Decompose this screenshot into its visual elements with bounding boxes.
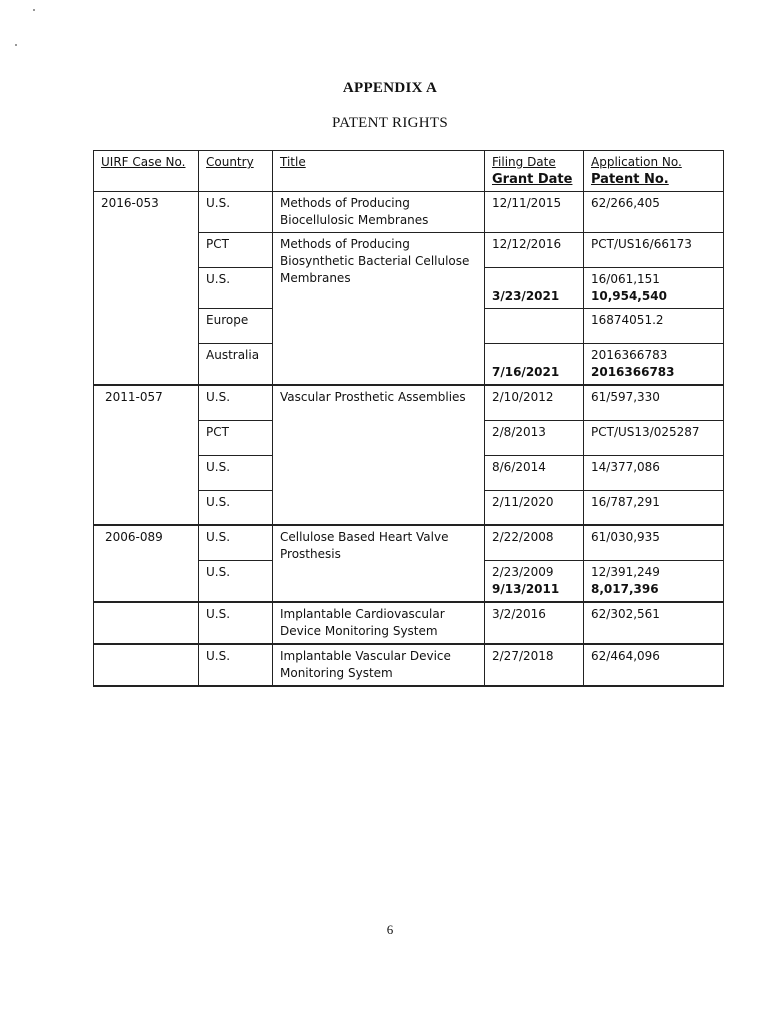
title-cell: Vascular Prosthetic Assemblies [273,385,485,525]
scan-speck [15,44,17,46]
table-header-row [94,151,724,192]
date-cell [485,344,584,386]
patent-no: 2016366783 [591,365,675,379]
patent-no: 10,954,540 [591,289,667,303]
application-no: 2016366783 [591,348,668,362]
date-cell: 2/11/2020 [485,490,584,525]
number-cell: 62/464,096 [584,644,724,686]
country-cell: U.S. [199,268,273,309]
header-case-no: UIRF Case No. [94,151,199,192]
page-subheading: PATENT RIGHTS [331,115,448,131]
table-row [94,385,724,420]
date-cell: 8/6/2014 [485,455,584,490]
header-grant-date: Grant Date [492,172,573,187]
grant-date: 9/13/2011 [492,581,560,596]
case-no-cell: 2006-089 [94,525,199,602]
patent-no: 8,017,396 [591,581,659,596]
date-cell [485,560,584,602]
title-cell: Methods of Producing Biocellulosic Membranes [273,192,485,233]
case-no-cell [94,602,199,644]
date-cell: 2/22/2008 [485,525,584,560]
title-cell: Methods of Producing Biosynthetic Bacterial Cellulose Membranes [273,233,485,386]
country-cell: U.S. [199,455,273,490]
date-cell: 12/11/2015 [485,192,584,233]
page-number: 6 [386,922,394,937]
date-cell: 2/10/2012 [485,385,584,420]
header-title: Title [273,151,485,192]
case-no-cell [94,644,199,686]
number-cell: 61/030,935 [584,525,724,560]
number-cell [584,344,724,386]
number-cell: 16/787,291 [584,490,724,525]
number-cell: PCT/US13/025287 [584,420,724,455]
table-row [94,525,724,560]
country-cell: PCT [199,233,273,268]
country-cell: PCT [199,420,273,455]
header-application-no: Application No. [591,155,682,169]
header-country: Country [199,151,273,192]
date-cell: 2/27/2018 [485,644,584,686]
title-cell: Cellulose Based Heart Valve Prosthesis [273,525,485,602]
date-cell: 3/2/2016 [485,602,584,644]
application-no: 12/391,249 [591,564,660,579]
number-cell: 14/377,086 [584,455,724,490]
country-cell: U.S. [199,602,273,644]
header-dates [485,151,584,192]
grant-date: 3/23/2021 [492,289,560,303]
number-cell: PCT/US16/66173 [584,233,724,268]
country-cell: Europe [199,309,273,344]
header-patent-no: Patent No. [591,172,669,187]
date-cell [485,268,584,309]
country-cell: U.S. [199,385,273,420]
country-cell: U.S. [199,192,273,233]
filing-date: 2/23/2009 [492,564,554,579]
grant-date: 7/16/2021 [492,365,560,379]
header-filing-date: Filing Date [492,155,556,169]
table-row [94,602,724,644]
country-cell: Australia [199,344,273,386]
case-no-cell: 2011-057 [94,385,199,525]
page-heading: APPENDIX A [342,80,438,96]
number-cell: 62/266,405 [584,192,724,233]
date-cell: 12/12/2016 [485,233,584,268]
case-no-cell: 2016-053 [94,192,199,386]
number-cell [584,560,724,602]
country-cell: U.S. [199,490,273,525]
patent-rights-table [93,150,724,687]
number-cell: 16874051.2 [584,309,724,344]
date-cell: 2/8/2013 [485,420,584,455]
number-cell [584,268,724,309]
number-cell: 61/597,330 [584,385,724,420]
country-cell: U.S. [199,560,273,602]
title-cell: Implantable Vascular Device Monitoring System [273,644,485,686]
country-cell: U.S. [199,525,273,560]
table-row [94,644,724,686]
application-no: 16/061,151 [591,272,660,286]
date-cell [485,309,584,344]
title-cell: Implantable Cardiovascular Device Monitoring System [273,602,485,644]
country-cell: U.S. [199,644,273,686]
table-row [94,192,724,233]
scan-speck [33,9,35,11]
number-cell: 62/302,561 [584,602,724,644]
header-numbers [584,151,724,192]
